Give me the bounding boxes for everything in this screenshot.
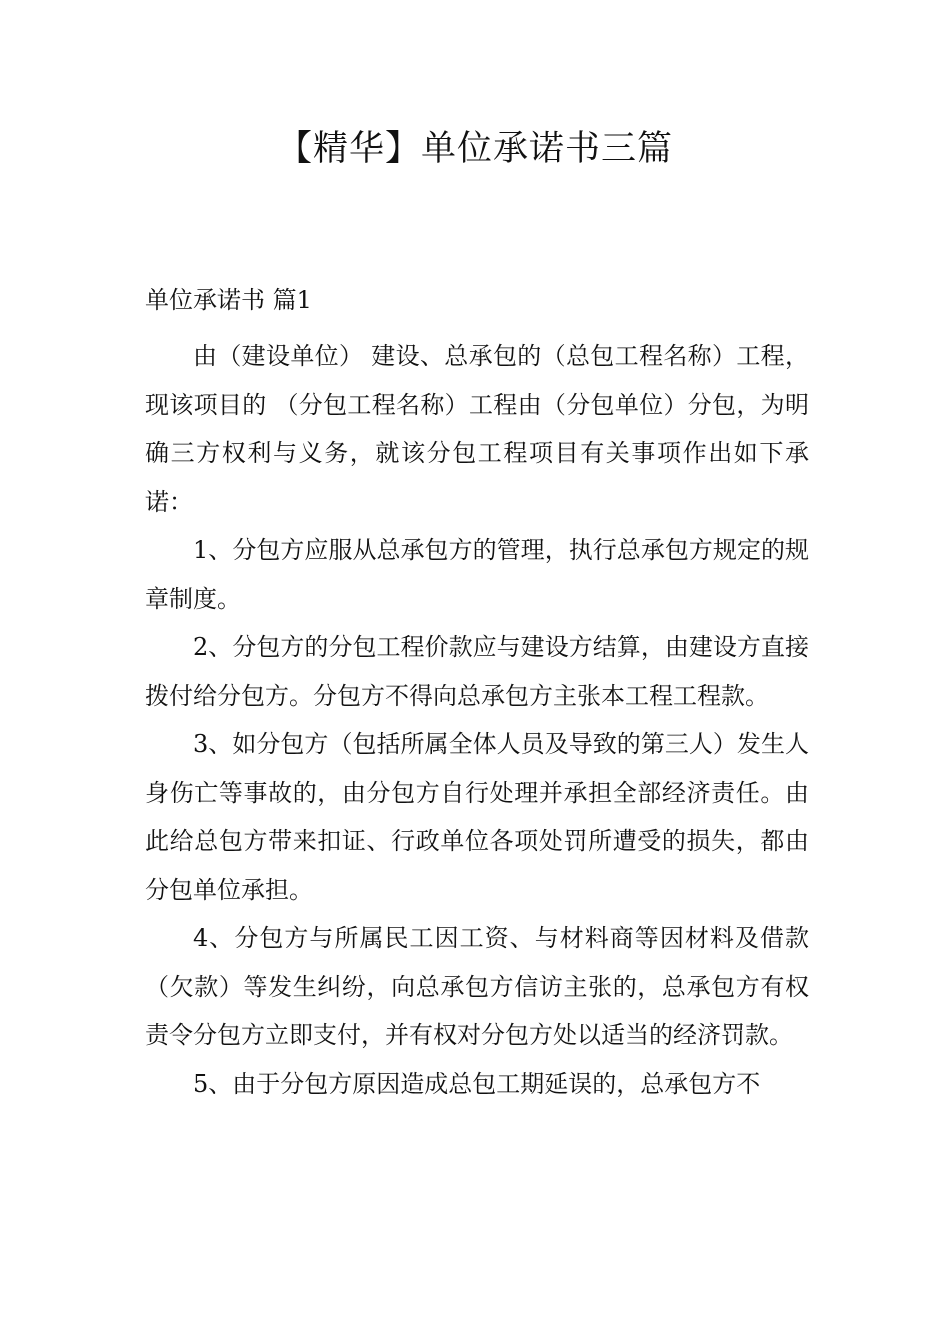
paragraph-item-2: 2、分包方的分包工程价款应与建设方结算，由建设方直接拨付给分包方。分包方不得向总承包方主张本工程工程款。 (145, 633, 809, 710)
paragraph-item-1: 1、分包方应服从总承包方的管理，执行总承包方规定的规章制度。 (145, 536, 809, 613)
paragraph-item-5: 5、由于分包方原因造成总包工期延误的，总承包方不 (193, 1069, 761, 1098)
paragraph-intro: 由（建设单位） 建设、总承包的（总包工程名称）工程，现该项目的 （分包工程名称）工程由（分包单位）分包，为明确三方权利与义务，就该分包工程项目有关事项作出如下承诺： (145, 342, 809, 516)
paragraph-item-4: 4、分包方与所属民工因工资、与材料商等因材料及借款（欠款）等发生纠纷，向总承包方信访主张的，总承包方有权责令分包方立即支付，并有权对分包方处以适当的经济罚款。 (145, 924, 809, 1049)
paragraph-item-3: 3、如分包方（包括所属全体人员及导致的第三人）发生人身伤亡等事故的，由分包方自行处理并承担全部经济责任。由此给总包方带来扣证、行政单位各项处罚所遭受的损失，都由分包单位承担。 (145, 730, 809, 904)
document-title: 【精华】单位承诺书三篇 (276, 129, 673, 169)
section-heading: 单位承诺书 篇1 (145, 286, 312, 314)
document-body (145, 332, 809, 1108)
